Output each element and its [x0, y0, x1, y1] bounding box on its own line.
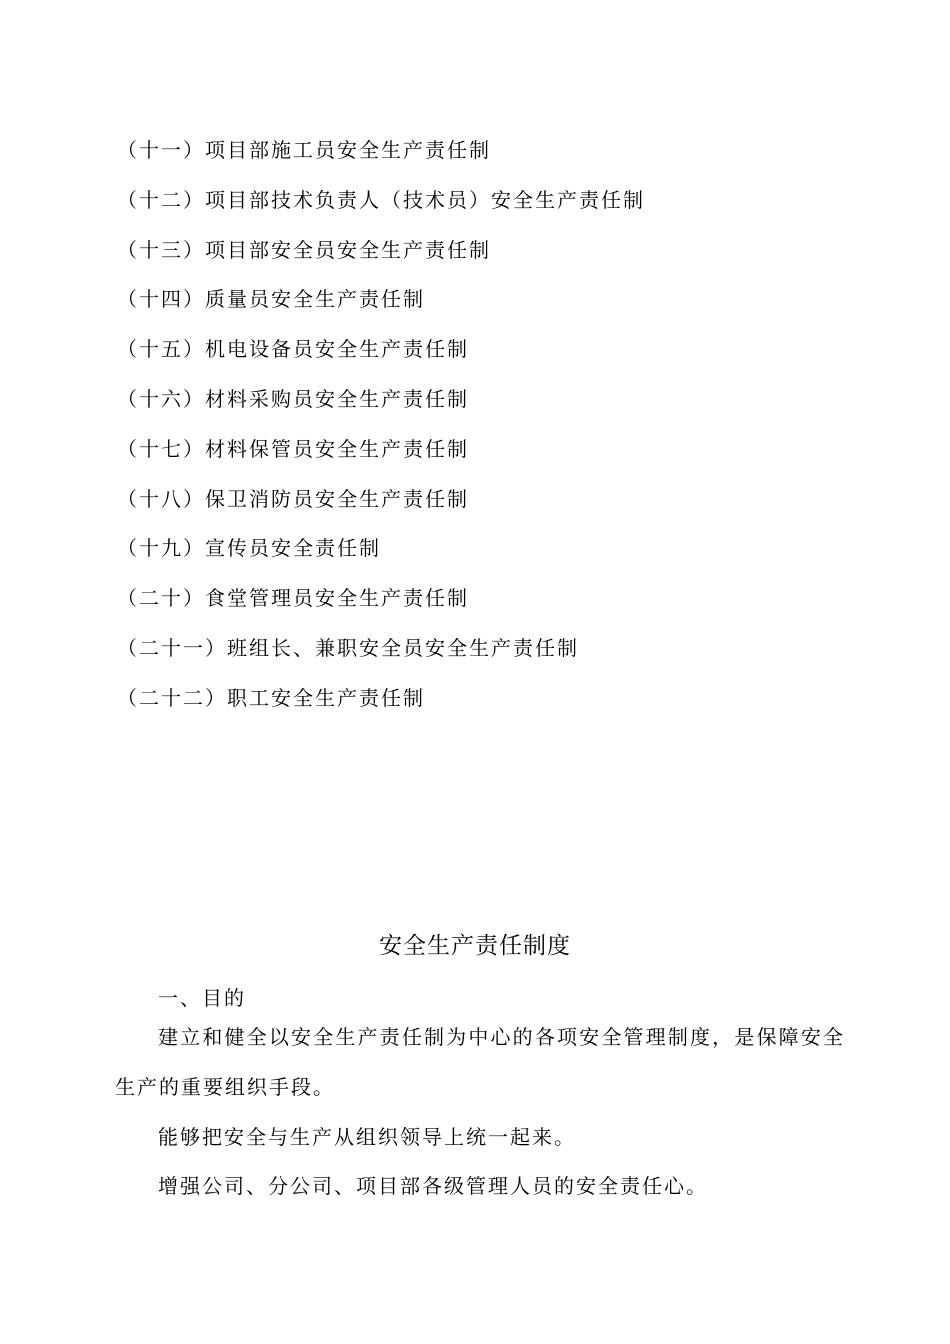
list-item: （十三）项目部安全员安全生产责任制: [117, 237, 491, 262]
list-item: （十八）保卫消防员安全生产责任制: [117, 486, 469, 511]
list-item: （十五）机电设备员安全生产责任制: [117, 337, 469, 362]
list-item: （二十二）职工安全生产责任制: [117, 685, 425, 710]
paragraph: 能够把安全与生产从组织领导上统一起来。: [158, 1124, 576, 1149]
list-item: （十二）项目部技术负责人（技术员）安全生产责任制: [117, 187, 645, 212]
list-item: （二十一）班组长、兼职安全员安全生产责任制: [117, 635, 579, 660]
paragraph: 建立和健全以安全生产责任制为中心的各项安全管理制度，是保障安全生产的重要组织手段。: [115, 1025, 845, 1099]
responsibility-list: [117, 133, 857, 731]
section-body: [115, 981, 845, 1212]
list-item: （十九）宣传员安全责任制: [117, 536, 381, 561]
section-heading: 一、目的: [158, 986, 246, 1010]
list-item: （二十）食堂管理员安全生产责任制: [117, 586, 469, 611]
list-item: （十一）项目部施工员安全生产责任制: [117, 138, 491, 162]
list-item: （十六）材料采购员安全生产责任制: [117, 386, 469, 411]
list-item: （十四）质量员安全生产责任制: [117, 287, 425, 312]
section-title: 安全生产责任制度: [379, 933, 571, 959]
list-item: （十七）材料保管员安全生产责任制: [117, 436, 469, 461]
paragraph: 增强公司、分公司、项目部各级管理人员的安全责任心。: [158, 1174, 708, 1199]
